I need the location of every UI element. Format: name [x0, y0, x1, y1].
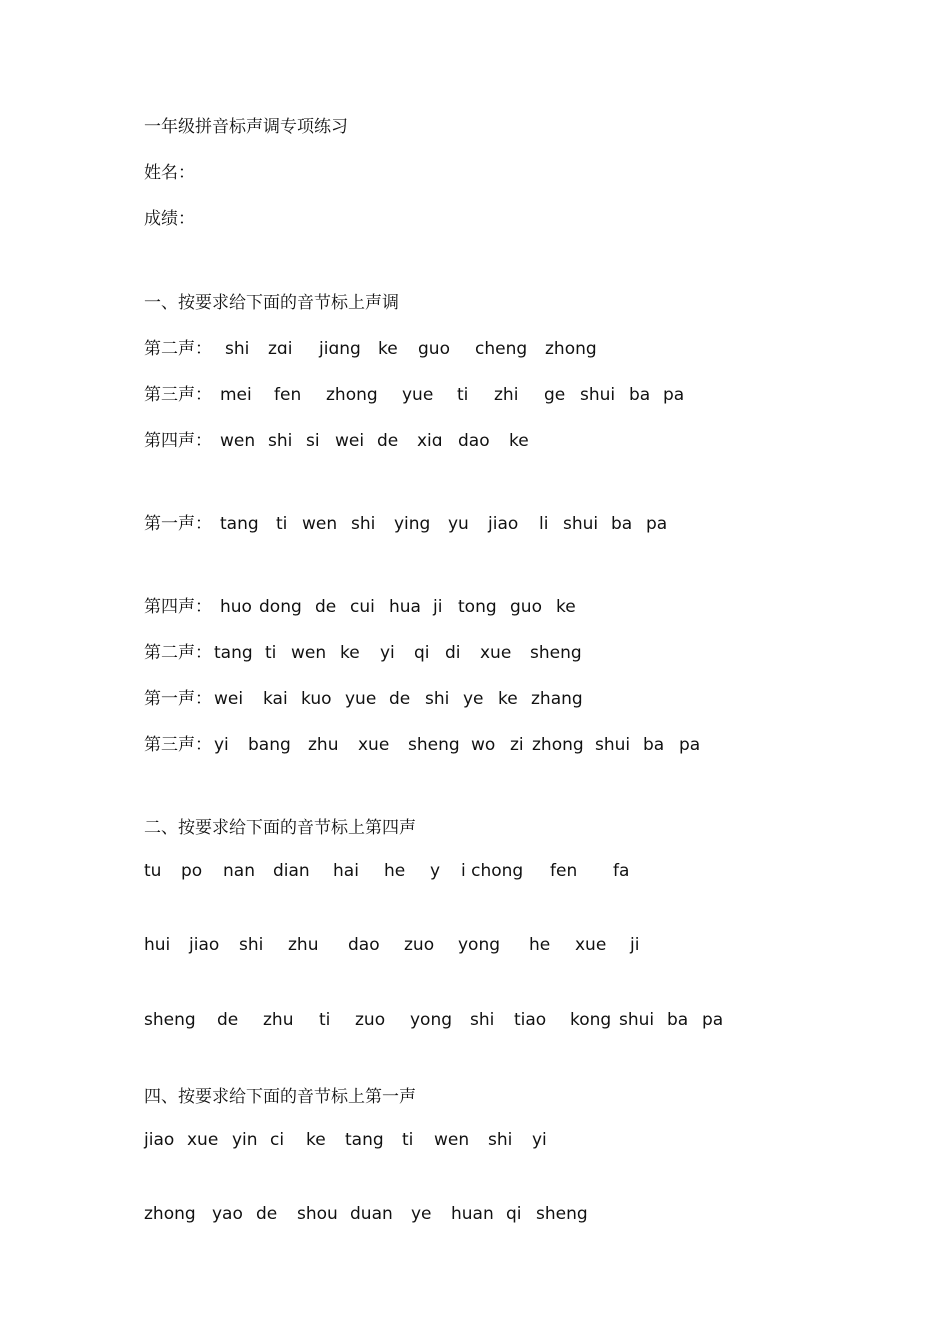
section2-row-3	[144, 1009, 844, 1031]
syllable: shi	[425, 689, 450, 709]
syllable: yi	[380, 643, 395, 663]
syllable: guo	[418, 339, 450, 359]
syllable: tang	[214, 643, 253, 663]
section4-heading: 四、按要求给下面的音节标上第一声	[144, 1087, 416, 1107]
syllable: ge	[544, 385, 566, 405]
section1-row-2	[144, 384, 844, 406]
syllable: hai	[333, 861, 359, 881]
section1-row-7	[144, 688, 844, 710]
syllable: de	[377, 431, 399, 451]
syllable: fen	[550, 861, 578, 881]
syllable: sheng	[530, 643, 582, 663]
score-label: 成绩：	[144, 209, 195, 229]
syllable: shi	[225, 339, 250, 359]
syllable: wen	[434, 1130, 470, 1150]
syllable: jiɑng	[319, 339, 361, 359]
syllable: tiao	[514, 1010, 547, 1030]
syllable: xue	[480, 643, 512, 663]
syllable: dao	[458, 431, 490, 451]
syllable: zhong	[545, 339, 597, 359]
syllable: zhu	[308, 735, 339, 755]
syllable: wo	[471, 735, 496, 755]
syllable: li	[539, 514, 549, 534]
syllable: shi	[488, 1130, 513, 1150]
syllable: yao	[212, 1204, 243, 1224]
syllable: jiao	[189, 935, 220, 955]
syllable: pa	[702, 1010, 724, 1030]
syllable: bang	[248, 735, 291, 755]
syllable: ba	[643, 735, 665, 755]
syllable: qi	[414, 643, 430, 663]
syllable: tang	[220, 514, 259, 534]
section1-row-6	[144, 642, 844, 664]
syllable: duan	[350, 1204, 393, 1224]
syllable: yong	[458, 935, 501, 955]
syllable: yong	[410, 1010, 453, 1030]
syllable: shi	[239, 935, 264, 955]
syllable: yue	[402, 385, 434, 405]
syllable: yue	[345, 689, 377, 709]
syllable: hui	[144, 935, 171, 955]
syllable: ba	[611, 514, 633, 534]
syllable: dian	[273, 861, 310, 881]
syllable: tu	[144, 861, 162, 881]
syllable: zhu	[263, 1010, 294, 1030]
syllable: zhong	[144, 1204, 196, 1224]
name-label: 姓名：	[144, 163, 195, 183]
syllable: mei	[220, 385, 252, 405]
section1-row-5	[144, 596, 844, 618]
syllable: yi	[532, 1130, 547, 1150]
syllable: yin	[232, 1130, 258, 1150]
syllable: wen	[302, 514, 338, 534]
syllable: zuo	[355, 1010, 386, 1030]
syllable: shi	[470, 1010, 495, 1030]
syllable: qi	[506, 1204, 522, 1224]
syllable: si	[306, 431, 320, 451]
syllable: ti	[265, 643, 277, 663]
syllable: de	[315, 597, 337, 617]
syllable: he	[384, 861, 406, 881]
syllable: ci	[270, 1130, 285, 1150]
syllable: zi	[510, 735, 524, 755]
syllable: shui	[580, 385, 616, 405]
syllable: xue	[575, 935, 607, 955]
syllable: ji	[433, 597, 443, 617]
row-label: 第三声：	[144, 735, 212, 755]
syllable: shou	[297, 1204, 338, 1224]
syllable: guo	[510, 597, 542, 617]
syllable: cui	[350, 597, 375, 617]
syllable: ying	[394, 514, 431, 534]
syllable: ke	[498, 689, 518, 709]
syllable: ke	[556, 597, 576, 617]
syllable: xue	[187, 1130, 219, 1150]
syllable: ti	[457, 385, 469, 405]
syllable: shi	[268, 431, 293, 451]
syllable: jiao	[144, 1130, 175, 1150]
syllable: ke	[509, 431, 529, 451]
row-label: 第一声：	[144, 514, 212, 534]
syllable: pa	[663, 385, 685, 405]
section1-row-4	[144, 513, 844, 535]
syllable: zhu	[288, 935, 319, 955]
syllable: zhang	[531, 689, 583, 709]
syllable: zhi	[494, 385, 519, 405]
syllable: po	[181, 861, 203, 881]
syllable: zuo	[404, 935, 435, 955]
section1-row-1	[144, 338, 844, 360]
row-label: 第二声：	[144, 339, 212, 359]
syllable: shui	[595, 735, 631, 755]
section1-row-3	[144, 430, 844, 452]
syllable: yi	[214, 735, 229, 755]
syllable: ji	[630, 935, 640, 955]
syllable: xue	[358, 735, 390, 755]
syllable: he	[529, 935, 551, 955]
syllable: i chong	[461, 861, 524, 881]
row-label: 第一声：	[144, 689, 212, 709]
syllable: dao	[348, 935, 380, 955]
syllable: jiao	[488, 514, 519, 534]
section1-row-8	[144, 734, 844, 756]
syllable: y	[430, 861, 441, 881]
syllable: zhong	[532, 735, 584, 755]
syllable: wei	[335, 431, 365, 451]
syllable: tong	[458, 597, 497, 617]
syllable: ke	[378, 339, 398, 359]
row-label: 第四声：	[144, 597, 212, 617]
syllable: pa	[646, 514, 668, 534]
syllable: ti	[276, 514, 288, 534]
syllable: sheng	[144, 1010, 196, 1030]
row-label: 第二声：	[144, 643, 212, 663]
row-label: 第三声：	[144, 385, 212, 405]
syllable: ba	[667, 1010, 689, 1030]
syllable: sheng	[408, 735, 460, 755]
syllable: zhong	[326, 385, 378, 405]
syllable: fen	[274, 385, 302, 405]
syllable: hua	[389, 597, 421, 617]
syllable: wei	[214, 689, 244, 709]
syllable: yu	[448, 514, 469, 534]
section4-row-1	[144, 1129, 844, 1151]
syllable: fa	[613, 861, 630, 881]
syllable: shi	[351, 514, 376, 534]
row-label: 第四声：	[144, 431, 212, 451]
section2-row-2	[144, 934, 844, 956]
syllable: nan	[223, 861, 255, 881]
syllable: kai	[263, 689, 288, 709]
syllable: ke	[340, 643, 360, 663]
syllable: de	[256, 1204, 278, 1224]
syllable: de	[389, 689, 411, 709]
syllable: dong	[259, 597, 302, 617]
syllable: ti	[319, 1010, 331, 1030]
syllable: ti	[402, 1130, 414, 1150]
syllable: de	[217, 1010, 239, 1030]
syllable: wen	[220, 431, 256, 451]
syllable: pa	[679, 735, 701, 755]
syllable: shui	[619, 1010, 655, 1030]
section2-row-1	[144, 860, 844, 882]
syllable: tang	[345, 1130, 384, 1150]
page-title: 一年级拼音标声调专项练习	[144, 117, 348, 137]
syllable: kuo	[301, 689, 332, 709]
section2-heading: 二、按要求给下面的音节标上第四声	[144, 818, 416, 838]
syllable: zɑi	[268, 339, 293, 359]
section1-heading: 一、按要求给下面的音节标上声调	[144, 293, 399, 313]
syllable: huan	[451, 1204, 494, 1224]
syllable: ke	[306, 1130, 326, 1150]
syllable: kong	[570, 1010, 612, 1030]
syllable: cheng	[475, 339, 528, 359]
syllable: ye	[463, 689, 484, 709]
syllable: di	[445, 643, 461, 663]
syllable: huo	[220, 597, 252, 617]
syllable: sheng	[536, 1204, 588, 1224]
syllable: ye	[411, 1204, 432, 1224]
section4-row-2	[144, 1203, 844, 1225]
syllable: xiɑ	[417, 431, 443, 451]
syllable: shui	[563, 514, 599, 534]
syllable: ba	[629, 385, 651, 405]
syllable: wen	[291, 643, 327, 663]
